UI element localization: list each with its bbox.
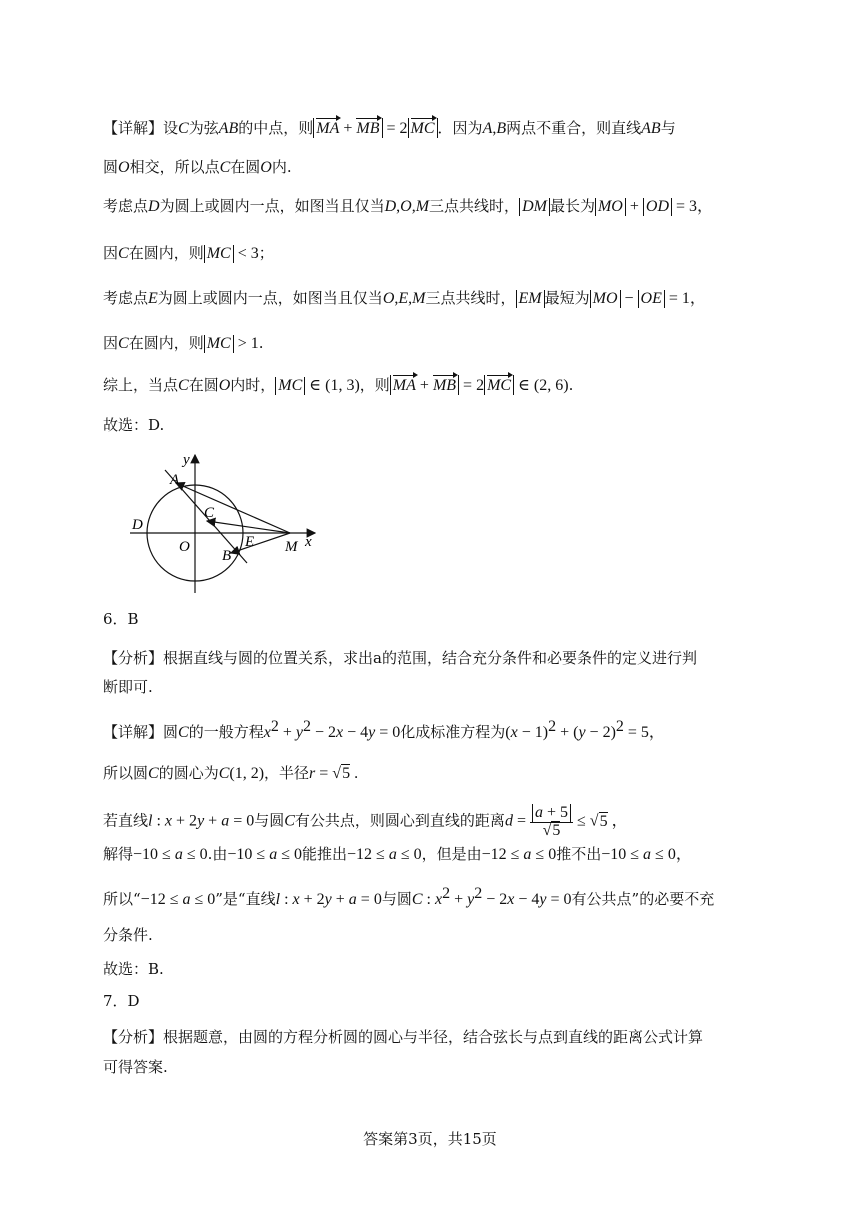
label-a: A (170, 472, 180, 488)
answer-choice-6: 故选：B. (103, 960, 164, 978)
q7-analysis-line-1: 【分析】根据题意，由圆的方程分析圆的圆心与半径，结合弦长与点到直线的距离公式计算 (103, 1028, 704, 1046)
detail-line-2: 圆O相交，所以点C在圆O内. (103, 158, 292, 176)
label-e: E (245, 534, 255, 550)
label-x: x (305, 534, 312, 550)
q7-analysis-line-2: 可得答案. (103, 1058, 168, 1076)
page-footer: 答案第3页，共15页 (363, 1130, 497, 1148)
vector-ma (176, 483, 290, 533)
q6-detail-line-6: 分条件. (103, 926, 153, 944)
q6-analysis-line-2: 断即可. (103, 678, 153, 696)
vector-mb (231, 533, 290, 553)
q6-detail-line-3: 若直线l : x + 2y + a = 0与圆C有公共点，则圆心到直线的距离d = $\frac{a + 5}{√5}$ ≤ √5 ， (103, 804, 628, 839)
q6-detail-line-2: 所以圆C的圆心为C(1, 2)，半径r = √5 . (103, 764, 359, 782)
question-7-answer: 7．D (103, 992, 140, 1010)
detail-line-5: 考虑点E为圆上或圆内一点，如图当且仅当O,E,M三点共线时， EM 最短为 MO − OE = 1， (103, 289, 706, 307)
q6-analysis-line-1: 【分析】根据直线与圆的位置关系，求出a的范围，结合充分条件和必要条件的定义进行判 (103, 649, 697, 667)
label-d: D (132, 517, 143, 533)
q6-detail-line-1: 【详解】圆C的一般方程$x^2 + y^2 - 2x - 4y = 0$化成标准方程为$(x - 1)^2 + (y - 2)^2 = 5$， (103, 718, 665, 741)
geometry-figure (125, 450, 330, 595)
detail-line-1: 【详解】设C为弦AB的中点，则 MA + MB = 2 MC ．因为A,B两点不重合，则直线AB与 (103, 119, 676, 137)
detail-line-7: 综上，当点C在圆O内时， MC ∈ (1, 3)，则 MA + MB = 2 MC ∈ (2, 6). (103, 376, 574, 394)
label-c: C (204, 505, 215, 521)
q6-detail-line-4: 解得−10 ≤ a ≤ 0.由−10 ≤ a ≤ 0能推出−12 ≤ a ≤ 0，但是由−12 ≤ a ≤ 0推不出−10 ≤ a ≤ 0， (103, 845, 692, 863)
label-m: M (285, 539, 298, 555)
detail-line-3: 考虑点D为圆上或圆内一点，如图当且仅当D,O,M三点共线时， DM 最长为 MO + OD = 3， (103, 197, 714, 215)
question-6-answer: 6．B (103, 610, 139, 628)
q6-detail-line-5: 所以“−12 ≤ a ≤ 0”是“直线l : x + 2y + a = 0与圆C : $x^2 + y^2 - 2x - 4y = 0$有公共点”的必要不充 (103, 885, 715, 908)
label-b: B (222, 548, 232, 564)
answer-choice-5: 故选：D. (103, 416, 165, 434)
label-y: y (183, 452, 190, 468)
label-o: O (179, 539, 190, 555)
detail-line-6: 因C在圆内，则 MC > 1. (103, 334, 264, 352)
detail-line-4: 因C在圆内，则 MC < 3； (103, 244, 274, 262)
